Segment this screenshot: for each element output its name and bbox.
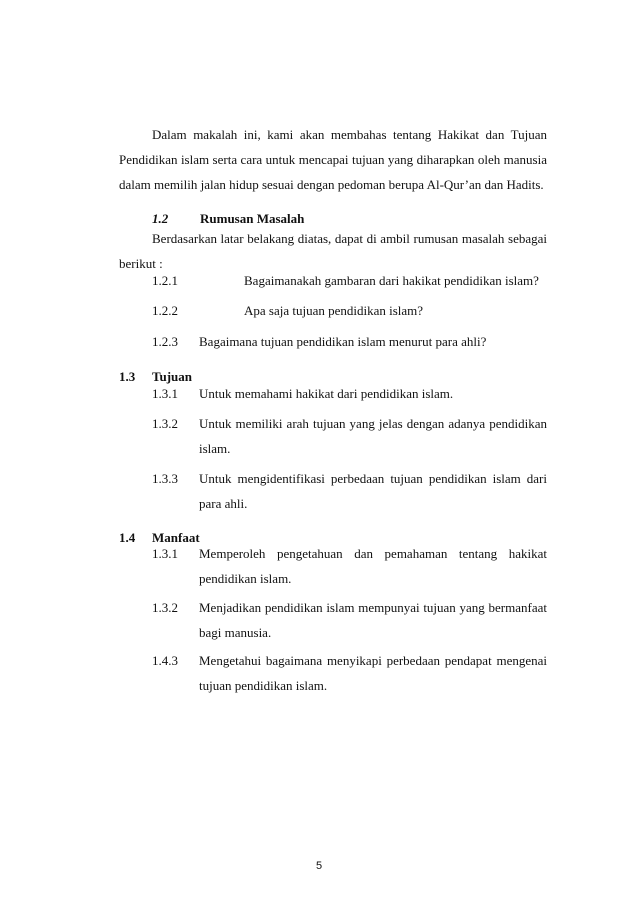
intro-line-1: Dalam makalah ini, kami akan membahas tentang Hakikat dan Tujuan <box>152 127 547 142</box>
tujuan-item-2-number: 1.3.2 <box>152 416 178 431</box>
item-number: 1.2.1 <box>152 273 178 288</box>
manfaat-heading <box>119 525 200 550</box>
item-text-line-2: para ahli. <box>199 496 248 511</box>
tujuan-item-1 <box>152 381 454 406</box>
rumusan-item-2 <box>152 298 424 323</box>
item-text-line-1: Memperoleh pengetahuan dan pemahaman tentang hakikat <box>199 546 547 561</box>
manfaat-item-3-text <box>199 648 547 698</box>
tujuan-title: Tujuan <box>152 369 192 384</box>
manfaat-item-1-number: 1.3.1 <box>152 546 178 561</box>
item-text-line-1: Menjadikan pendidikan islam mempunyai tujuan yang bermanfaat <box>199 600 547 615</box>
item-text-line-1: Untuk mengidentifikasi perbedaan tujuan pendidikan islam dari <box>199 471 547 486</box>
manfaat-number: 1.4 <box>119 530 136 545</box>
rumusan-para-line-1: Berdasarkan latar belakang diatas, dapat di ambil rumusan masalah sebagai <box>152 231 547 246</box>
item-number: 1.3.1 <box>152 386 178 401</box>
rumusan-para-line-2: berikut : <box>119 256 163 271</box>
rumusan-item-1 <box>152 268 539 293</box>
item-number: 1.2.2 <box>152 303 178 318</box>
tujuan-item-3-text <box>199 466 547 516</box>
tujuan-heading <box>119 364 192 389</box>
tujuan-item-3-number: 1.3.3 <box>152 471 178 486</box>
manfaat-item-3-number: 1.4.3 <box>152 653 178 668</box>
item-text: Untuk memahami hakikat dari pendidikan islam. <box>199 386 454 401</box>
intro-line-2: Pendidikan islam serta cara untuk mencapai tujuan yang diharapkan oleh manusia <box>119 152 547 167</box>
rumusan-item-3 <box>152 329 487 354</box>
item-text-line-1: Mengetahui bagaimana menyikapi perbedaan pendapat mengenai <box>199 653 547 668</box>
page-number: 5 <box>315 860 323 872</box>
item-text: Bagaimanakah gambaran dari hakikat pendidikan islam? <box>244 273 539 288</box>
item-text-line-2: pendidikan islam. <box>199 571 292 586</box>
item-number: 1.2.3 <box>152 334 178 349</box>
item-text-line-2: bagi manusia. <box>199 625 272 640</box>
manfaat-item-1-text <box>199 541 547 591</box>
item-text-line-1: Untuk memiliki arah tujuan yang jelas dengan adanya pendidikan <box>199 416 547 431</box>
tujuan-item-2-text <box>199 411 547 461</box>
item-text-line-2: tujuan pendidikan islam. <box>199 678 328 693</box>
intro-paragraph <box>119 122 547 197</box>
manfaat-item-2-text <box>199 595 547 645</box>
rumusan-title: Rumusan Masalah <box>200 211 305 226</box>
item-text: Bagaimana tujuan pendidikan islam menurut para ahli? <box>199 334 487 349</box>
rumusan-number: 1.2 <box>152 211 169 226</box>
item-text-line-2: islam. <box>199 441 231 456</box>
manfaat-title: Manfaat <box>152 530 200 545</box>
intro-line-3: dalam memilih jalan hidup sesuai dengan pedoman berupa Al-Qur’an dan Hadits. <box>119 177 544 192</box>
tujuan-number: 1.3 <box>119 369 136 384</box>
item-text: Apa saja tujuan pendidikan islam? <box>244 303 424 318</box>
manfaat-item-2-number: 1.3.2 <box>152 600 178 615</box>
